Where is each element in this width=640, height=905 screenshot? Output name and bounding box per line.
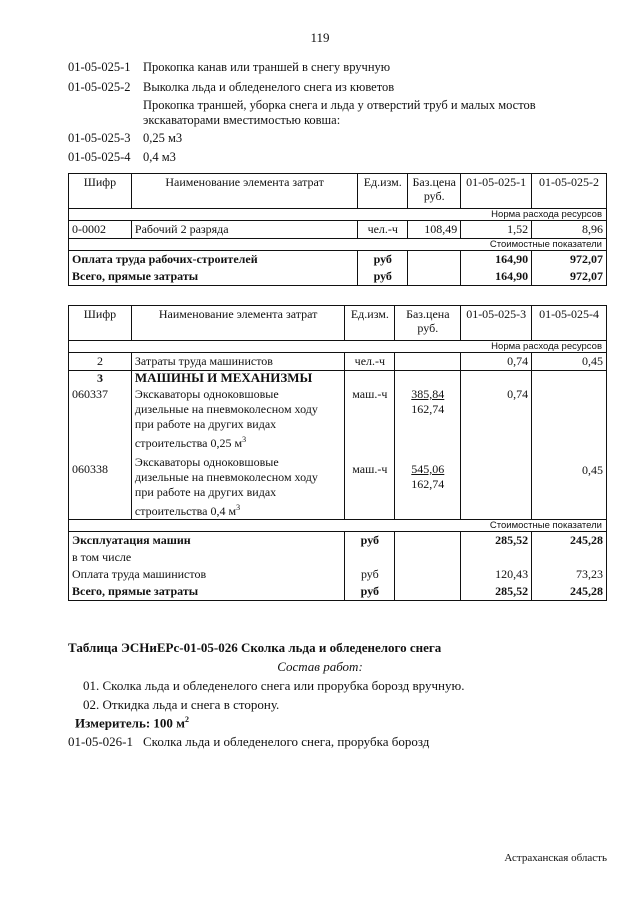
total-value-2: 972,07 bbox=[532, 268, 607, 286]
machine-price: 385,84 bbox=[411, 387, 445, 401]
total-unit: руб bbox=[358, 251, 408, 269]
cell-value-1: 0,74 bbox=[461, 353, 532, 371]
intro-line-2 bbox=[68, 80, 394, 95]
section-code: 3 bbox=[96, 371, 103, 385]
cell-value-1: 1,52 bbox=[461, 221, 532, 239]
line-text: Прокопка канав или траншей в снегу вручную bbox=[143, 60, 391, 74]
line-text: Сколка льда и обледенелого снега, прорубка борозд bbox=[143, 734, 430, 749]
table-caption-row bbox=[69, 239, 607, 251]
total-value-2: 972,07 bbox=[532, 251, 607, 269]
work-item: 01. Сколка льда и обледенелого снега или прорубка борозд вручную. bbox=[83, 678, 465, 693]
total-unit: руб bbox=[345, 566, 395, 583]
desc-line: строительства 0,25 $м^3$ bbox=[134, 435, 247, 450]
table-row bbox=[69, 221, 607, 239]
total-unit: руб bbox=[358, 268, 408, 286]
header-cell: Шифр bbox=[69, 174, 132, 209]
machine-value-1: 0,74 bbox=[507, 387, 529, 401]
line-code: 01-05-026-1 bbox=[68, 734, 133, 749]
line-text: Выколка льда и обледенелого снега из кюветов bbox=[143, 80, 395, 94]
desc-line: строительства 0,4 $м^3$ bbox=[134, 503, 241, 518]
total-value-1: 164,90 bbox=[461, 251, 532, 269]
page-number: 119 bbox=[310, 30, 330, 45]
line-text: 0,4 м3 bbox=[143, 150, 176, 164]
cell-value-2: 8,96 bbox=[532, 221, 607, 239]
size-line-2 bbox=[68, 150, 176, 165]
total-unit: руб bbox=[345, 532, 395, 550]
norm-caption: Норма расхода ресурсов bbox=[69, 209, 607, 221]
header-cell: Наименование элемента затрат bbox=[131, 306, 344, 341]
cell-code: 2 bbox=[69, 353, 132, 371]
line-code: 01-05-025-1 bbox=[68, 60, 131, 74]
measure-unit: Измеритель: 100 $м^2$ bbox=[75, 715, 190, 731]
total-unit: руб bbox=[345, 583, 395, 601]
cell-name: Рабочий 2 разряда bbox=[131, 221, 357, 239]
code-line bbox=[68, 734, 429, 750]
header-cell: Ед.изм. bbox=[358, 174, 408, 209]
desc-line: дизельные на пневмоколесном ходу bbox=[134, 402, 318, 416]
intro-paragraph-line-1: Прокопка траншей, уборка снега и льда у отверстий труб и малых мостов bbox=[143, 98, 536, 112]
table-total-row bbox=[69, 268, 607, 286]
total-value-1: 285,52 bbox=[461, 583, 532, 601]
work-composition-title: Состав работ: bbox=[277, 659, 363, 674]
table-total-row bbox=[69, 566, 607, 583]
header-cell: 01-05-025-4 bbox=[532, 306, 607, 341]
total-value-2: 245,28 bbox=[532, 583, 607, 601]
total-name: Всего, прямые затраты bbox=[69, 583, 345, 601]
table-header-row bbox=[69, 306, 607, 341]
table-title: Таблица ЭСНиЕРс-01-05-026 Сколка льда и обледенелого снега bbox=[68, 640, 442, 655]
header-cell: Шифр bbox=[69, 306, 132, 341]
machine-value-2: 0,45 bbox=[582, 463, 603, 477]
desc-line: при работе на других видах bbox=[134, 485, 277, 499]
table-row bbox=[69, 353, 607, 371]
total-name: Эксплуатация машин bbox=[69, 532, 345, 550]
header-cell: Баз.цена руб. bbox=[395, 306, 461, 341]
total-name: Оплата труда рабочих-строителей bbox=[69, 251, 358, 269]
line-code: 01-05-025-2 bbox=[68, 80, 131, 94]
desc-line: Экскаваторы одноковшовые bbox=[134, 455, 279, 469]
header-cell: 01-05-025-1 bbox=[461, 174, 532, 209]
machine-price-secondary: 162,74 bbox=[411, 402, 445, 416]
header-cell: Ед.изм. bbox=[345, 306, 395, 341]
cell-value-2: 0,45 bbox=[532, 353, 607, 371]
total-name: Всего, прямые затраты bbox=[69, 268, 358, 286]
machine-price-secondary: 162,74 bbox=[411, 477, 445, 491]
section-title: МАШИНЫ И МЕХАНИЗМЫ bbox=[134, 370, 313, 385]
resource-table-1 bbox=[68, 173, 607, 286]
work-item: 02. Откидка льда и снега в сторону. bbox=[83, 697, 280, 712]
cell-code: 0-0002 bbox=[69, 221, 132, 239]
total-value-1: 285,52 bbox=[461, 532, 532, 550]
table-caption-row bbox=[69, 341, 607, 353]
machine-description-2 bbox=[135, 451, 341, 519]
desc-line: дизельные на пневмоколесном ходу bbox=[134, 470, 318, 484]
table-header-row bbox=[69, 174, 607, 209]
header-cell: Наименование элемента затрат bbox=[131, 174, 357, 209]
table-row bbox=[69, 371, 607, 520]
desc-line: при работе на других видах bbox=[134, 417, 277, 431]
cell-unit: чел.-ч bbox=[345, 353, 395, 371]
desc-line: Экскаваторы одноковшовые bbox=[134, 387, 279, 401]
header-cell: 01-05-025-3 bbox=[461, 306, 532, 341]
machine-price: 545,06 bbox=[411, 462, 445, 476]
table-total-row bbox=[69, 251, 607, 269]
total-value-2: 245,28 bbox=[532, 532, 607, 550]
footer-region: Астраханская область bbox=[504, 852, 607, 864]
total-value-1: 164,90 bbox=[461, 268, 532, 286]
norm-caption: Норма расхода ресурсов bbox=[69, 341, 607, 353]
table-caption-row bbox=[69, 520, 607, 532]
table-caption-row bbox=[69, 209, 607, 221]
size-line-1 bbox=[68, 131, 182, 146]
cost-caption: Стоимостные показатели bbox=[69, 520, 607, 532]
table-total-row bbox=[69, 549, 607, 566]
header-cell: Баз.цена руб. bbox=[408, 174, 461, 209]
machine-code: 060337 bbox=[72, 387, 108, 401]
total-name: Оплата труда машинистов bbox=[69, 566, 345, 583]
machine-unit: маш.-ч bbox=[352, 387, 388, 401]
intro-line-1 bbox=[68, 60, 390, 75]
cell-price: 108,49 bbox=[408, 221, 461, 239]
machine-code: 060338 bbox=[72, 462, 108, 476]
total-value-2: 73,23 bbox=[532, 566, 607, 583]
table-total-row bbox=[69, 532, 607, 550]
cell-name: Затраты труда машинистов bbox=[131, 353, 344, 371]
total-name: в том числе bbox=[69, 549, 345, 566]
cell-unit: чел.-ч bbox=[358, 221, 408, 239]
line-code: 01-05-025-4 bbox=[68, 150, 131, 164]
machine-unit: маш.-ч bbox=[352, 462, 388, 476]
line-code: 01-05-025-3 bbox=[68, 131, 131, 145]
cost-caption: Стоимостные показатели bbox=[69, 239, 607, 251]
resource-table-2 bbox=[68, 305, 607, 601]
line-text: 0,25 м3 bbox=[143, 131, 183, 145]
machine-description-1 bbox=[135, 385, 341, 451]
header-cell: 01-05-025-2 bbox=[532, 174, 607, 209]
table-total-row bbox=[69, 583, 607, 601]
intro-paragraph-line-2: экскаваторами вместимостью ковша: bbox=[143, 113, 341, 127]
total-value-1: 120,43 bbox=[461, 566, 532, 583]
